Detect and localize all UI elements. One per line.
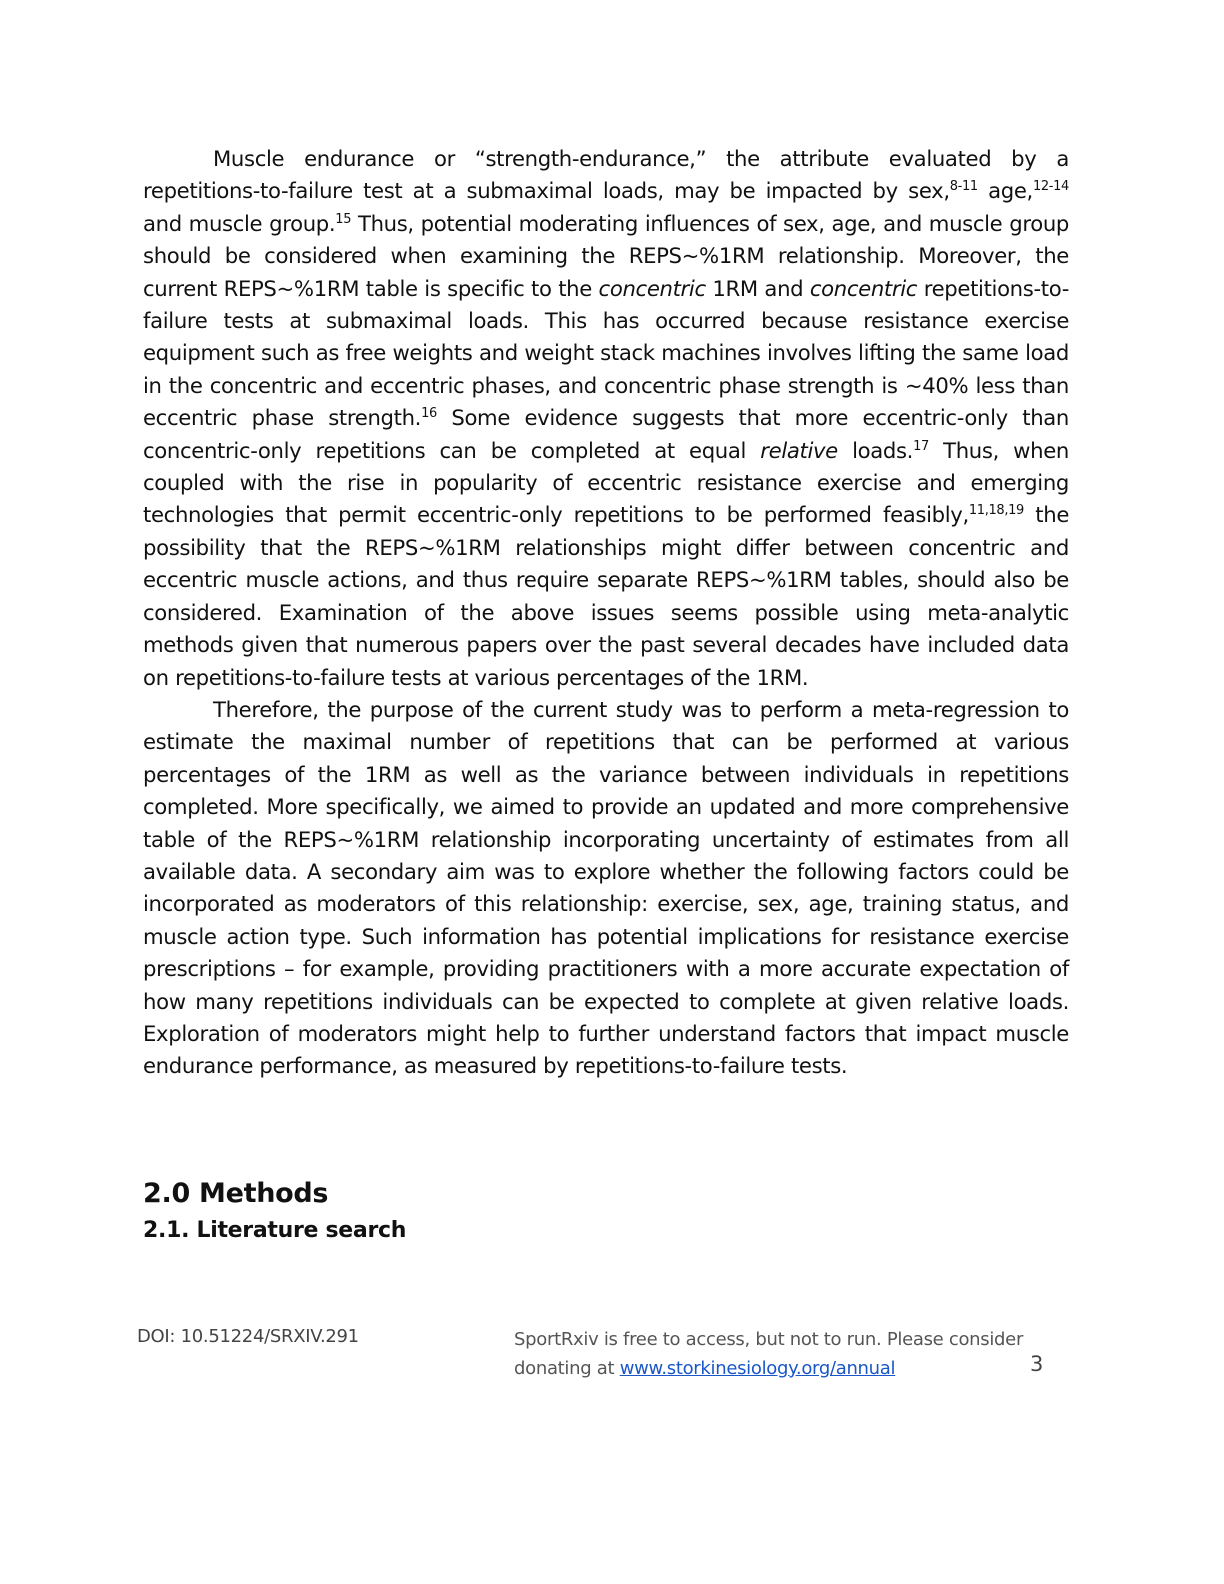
paragraph-2: Therefore, the purpose of the current study was to perform a meta-regression to estimate the maximal number of repetitions that can be performed at various percentages of the 1RM as well as the variance between individuals in repetitions completed. More specifically, we aimed to provide an updated and more comprehensive table of the REPS~%1RM relationship incorporating uncertainty of estimates from all available data. A secondary aim was to explore whether the following factors could be incorporated as moderators of this relationship: exercise, sex, age, training status, and muscle action type. Such information has potential implications for resistance exercise prescriptions – for example, providing practitioners with a more accurate expectation of how many repetitions individuals can be expected to complete at given relative loads. Exploration of moderators might help to further understand factors that impact muscle endurance performance, as measured by repetitions-to-failure tests. — [143, 696, 1069, 1079]
citation-superscript: 16 — [421, 406, 437, 422]
subsection-heading: 2.1. Literature search — [143, 1218, 407, 1243]
italic-term: relative — [760, 437, 838, 463]
p1-text-7: Some evidence suggests that more eccentric-only than concentric-only repetitions can be completed at equal — [143, 405, 1070, 463]
p1-text-8: loads. — [837, 437, 914, 463]
page-number: 3 — [1030, 1352, 1044, 1376]
citation-superscript: 15 — [335, 211, 352, 227]
footer-note-text: SportRxiv is free to access, but not to run. Please consider donating at — [514, 1329, 1024, 1379]
p1-text-2: age, — [977, 178, 1033, 204]
body-text — [143, 143, 1069, 1083]
footer-donation-note — [514, 1325, 1034, 1383]
donation-link[interactable]: www.storkinesiology.org/annual — [619, 1358, 896, 1379]
p1-text-1: Muscle endurance or “strength-endurance,” the attribute evaluated by a repetitions-to-failure test at a submaximal loads, may be impacted by sex, — [143, 146, 1069, 204]
p1-text-5: 1RM and — [705, 275, 810, 301]
paragraph-1 — [143, 143, 1069, 694]
italic-term: concentric — [809, 275, 918, 301]
p1-text-4: Thus, potential moderating influences of sex, age, and muscle group should be considered when examining the REPS~%1RM relationship. Moreover, the current REPS~%1RM table is specific to the — [143, 210, 1070, 301]
citation-superscript: 8-11 — [949, 179, 978, 195]
p1-text-9: Thus, when coupled with the rise in popularity of eccentric resistance exercise and emerging technologies that permit eccentric-only repetitions to be performed feasibly, — [143, 437, 1069, 528]
italic-term: concentric — [598, 275, 706, 301]
citation-superscript: 17 — [913, 438, 929, 454]
p1-text-10: the possibility that the REPS~%1RM relationships might differ between concentric and eccentric muscle actions, and thus require separate REPS~%1RM tables, should also be considered. Examination of the above issues seems possible using meta-analytic methods given that numerous papers over the past several decades have included data on repetitions-to-failure tests at various percentages of the 1RM. — [143, 502, 1070, 690]
p1-text-3: and muscle group. — [143, 210, 336, 236]
footer-doi: DOI: 10.51224/SRXIV.291 — [137, 1326, 359, 1347]
p1-text-6: repetitions-to-failure tests at submaximal loads. This has occurred because resistance exercise equipment such as free weights and weight stack machines involves lifting the same load in the concentric and eccentric phases, and concentric phase strength is ~40% less than eccentric phase strength. — [143, 275, 1069, 431]
section-heading: 2.0 Methods — [143, 1178, 329, 1209]
citation-superscript: 11,18,19 — [968, 503, 1024, 519]
citation-superscript: 12-14 — [1032, 179, 1069, 195]
